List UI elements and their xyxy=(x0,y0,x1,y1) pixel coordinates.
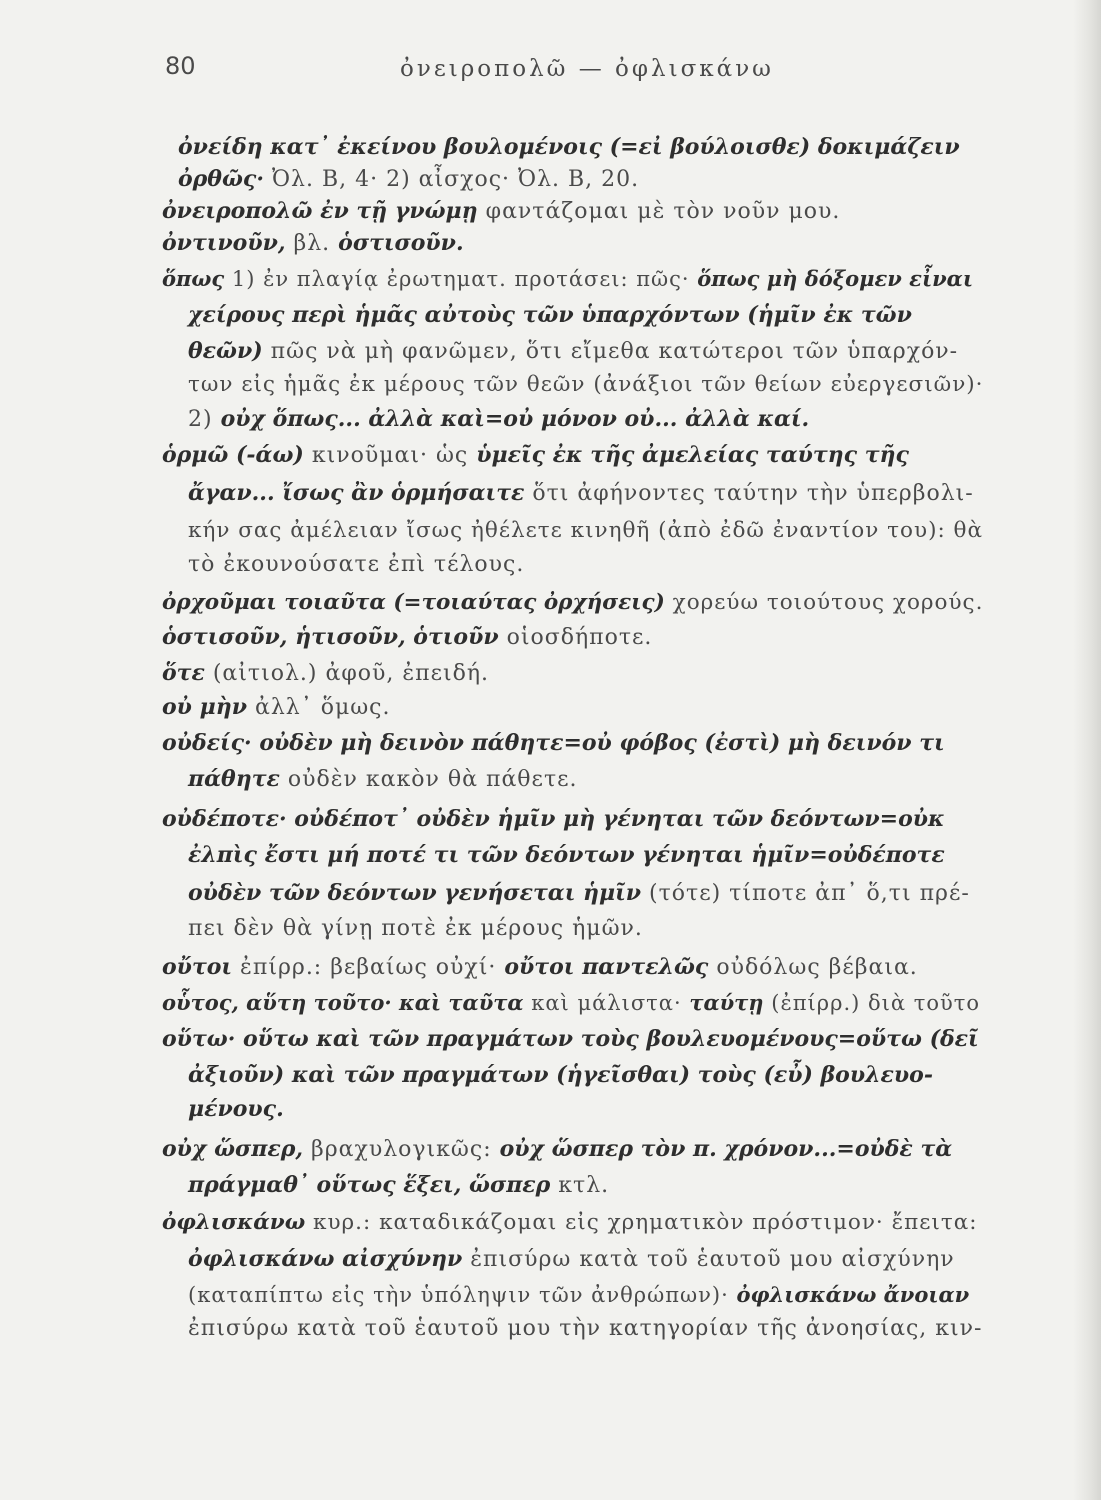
text-line xyxy=(162,988,980,1018)
line-segment: τὸ ἐκουνούσατε ἐπὶ τέλους. xyxy=(188,552,525,577)
line-segment: ὅτι ἀφήνοντες ταύτην τὴν ὑπερβολι- xyxy=(524,481,974,506)
text-line xyxy=(188,1280,969,1310)
text-line xyxy=(162,692,391,723)
line-segment: (ἐπίρρ.) διὰ τοῦτο xyxy=(763,991,981,1015)
line-segment: ὀντινοῦν, xyxy=(162,230,286,256)
line-segment: οἱοσδήποτε. xyxy=(498,625,653,650)
line-segment: κυρ.: καταδικάζομαι εἰς χρηματικὸν πρόστιμον· ἔπειτα: xyxy=(305,1210,978,1235)
text-line xyxy=(162,1208,978,1238)
text-line xyxy=(188,1060,933,1090)
text-line xyxy=(162,228,464,259)
line-segment: φαντάζομαι μὲ τὸν νοῦν μου. xyxy=(477,199,841,224)
line-segment: οὗτος, αὕτη τοῦτο· καὶ ταῦτα xyxy=(162,990,524,1015)
line-segment: πει δὲν θὰ γίνῃ ποτὲ ἐκ μέρους ἡμῶν. xyxy=(188,916,643,941)
line-segment: ἐλπὶς ἔστι μή ποτέ τι τῶν δεόντων γένηται ἡμῖν=οὐδέποτε xyxy=(188,842,945,868)
line-segment: πράγμαθ᾽ οὕτως ἕξει, ὥσπερ xyxy=(188,1172,551,1198)
line-segment: θεῶν) xyxy=(188,338,263,364)
page-number: 80 xyxy=(165,52,196,80)
text-line xyxy=(188,550,524,580)
text-line xyxy=(188,1314,982,1344)
line-segment: ὑμεῖς ἐκ τῆς ἀμελείας ταύτης τῆς xyxy=(476,442,909,468)
line-segment: ἐπίρρ.: βεβαίως οὐχί· xyxy=(232,955,505,980)
text-line xyxy=(188,336,958,367)
line-segment: ἐπισύρω κατὰ τοῦ ἑαυτοῦ μου αἰσχύνην xyxy=(462,1247,955,1272)
line-segment: οὐδέποτε· οὐδέποτ᾽ οὐδὲν ἡμῖν μὴ γένηται τῶν δεόντων=οὐκ xyxy=(162,806,945,832)
line-segment: ἐπισύρω κατὰ τοῦ ἑαυτοῦ μου τὴν κατηγορίαν τῆς ἀνοησίας, κιν- xyxy=(188,1316,983,1341)
line-segment: (αἰτιολ.) ἀφοῦ, ἐπειδή. xyxy=(204,661,490,686)
line-segment: ὅπως μὴ δόξομεν εἶναι xyxy=(697,266,973,291)
line-segment: οὔτοι παντελῶς xyxy=(504,954,709,980)
line-segment: οὐχ ὅπως... ἀλλὰ καὶ=οὐ μόνον οὐ... ἀλλὰ καί. xyxy=(220,406,810,432)
line-segment: ὀνείδη κατ᾽ ἐκείνου βουλομένοις (=εἰ βούλοισθε) δοκιμάζειν xyxy=(178,134,960,160)
running-head: ὀνειροπολῶ — ὀφλισκάνω xyxy=(400,56,774,82)
line-segment: (καταπίπτω εἰς τὴν ὑπόληψιν τῶν ἀνθρώπων)· xyxy=(188,1283,737,1307)
line-segment: οὐχ ὥσπερ τὸν π. χρόνον...=οὐδὲ τὰ xyxy=(499,1136,953,1162)
text-line xyxy=(188,840,945,870)
line-segment: ἀξιοῦν) καὶ τῶν πραγμάτων (ἡγεῖσθαι) τοὺς (εὖ) βουλευο- xyxy=(188,1062,933,1088)
text-line xyxy=(188,914,643,944)
text-line xyxy=(188,878,970,909)
text-line xyxy=(162,1134,952,1165)
line-segment: καὶ μάλιστα· xyxy=(523,991,690,1015)
line-segment: ὅπως xyxy=(162,266,225,291)
line-segment: ὅτε xyxy=(162,660,205,686)
line-segment: κτλ. xyxy=(550,1173,610,1198)
text-line xyxy=(188,478,974,509)
text-line xyxy=(188,1094,284,1124)
line-segment: οὐχ ὥσπερ, xyxy=(162,1136,304,1162)
text-line xyxy=(162,196,840,227)
line-segment: ἄγαν... ἴσως ἂν ὁρμήσαιτε xyxy=(188,480,525,506)
line-segment: ὁστισοῦν. xyxy=(338,230,464,256)
line-segment: ὀνειροπολῶ ἐν τῇ γνώμῃ xyxy=(162,198,478,224)
line-segment: ὀφλισκάνω xyxy=(162,1210,306,1235)
line-segment: ὁστισοῦν, ἡτισοῦν, ὁτιοῦν xyxy=(162,624,499,650)
text-line xyxy=(162,1024,979,1054)
line-segment: ἀλλ᾽ ὅμως. xyxy=(246,695,391,720)
line-segment: βλ. xyxy=(285,231,339,256)
line-segment: ὀρχοῦμαι τοιαῦτα (=τοιαύτας ὀρχήσεις) xyxy=(162,590,665,615)
line-segment: κινοῦμαι· ὡς xyxy=(303,443,477,468)
line-segment: οὐ μὴν xyxy=(162,694,247,720)
line-segment: 1) ἐν πλαγίᾳ ἐρωτηματ. προτάσει: πῶς· xyxy=(224,267,698,291)
text-line xyxy=(162,588,983,618)
line-segment: κήν σας ἀμέλειαν ἴσως ἠθέλετε κινηθῆ (ἀπὸ ἐδῶ ἐναντίον του): θὰ xyxy=(188,518,983,543)
line-segment: οὐδὲν τῶν δεόντων γενήσεται ἡμῖν xyxy=(188,880,642,906)
line-segment: πῶς νὰ μὴ φανῶμεν, ὅτι εἴμεθα κατώτεροι τῶν ὑπαρχόν- xyxy=(262,339,959,364)
text-line xyxy=(162,264,973,294)
line-segment: οὐδὲν κακὸν θὰ πάθετε. xyxy=(279,767,578,792)
text-line xyxy=(162,804,945,834)
line-segment: ὁρμῶ (-άω) xyxy=(162,442,304,468)
text-line xyxy=(178,164,639,195)
text-line xyxy=(162,622,652,653)
line-segment: οὐδείς· οὐδὲν μὴ δεινὸν πάθητε=οὐ φόβος (ἐστὶ) μὴ δεινόν τι xyxy=(162,730,945,756)
text-line xyxy=(162,658,489,689)
text-line xyxy=(162,440,909,471)
text-line xyxy=(188,300,912,330)
line-segment: οὐδόλως βέβαια. xyxy=(708,955,918,980)
line-segment: οὔτοι xyxy=(162,954,233,980)
line-segment: μένους. xyxy=(188,1096,284,1122)
text-line xyxy=(188,370,983,400)
text-line xyxy=(178,132,960,162)
line-segment: ταύτῃ xyxy=(689,990,764,1015)
text-line xyxy=(162,728,945,758)
line-segment: ὀφλισκάνω αἰσχύνην xyxy=(188,1246,463,1272)
text-line xyxy=(188,516,983,546)
text-line xyxy=(188,1244,955,1275)
line-segment: χείρους περὶ ἡμᾶς αὐτοὺς τῶν ὑπαρχόντων (ἡμῖν ἐκ τῶν xyxy=(188,302,912,328)
line-segment: οὕτω· οὕτω καὶ τῶν πραγμάτων τοὺς βουλευομένους=οὕτω (δεῖ xyxy=(162,1026,979,1052)
text-line xyxy=(162,952,918,983)
line-segment: ὀρθῶς· xyxy=(178,166,264,192)
text-line xyxy=(188,404,809,435)
line-segment: βραχυλογικῶς: xyxy=(303,1137,500,1162)
line-segment: Ὀλ. Β, 4· 2) αἶσχος· Ὀλ. Β, 20. xyxy=(263,167,640,192)
line-segment: χορεύω τοιούτους χορούς. xyxy=(664,590,984,615)
line-segment: (τότε) τίποτε ἀπ᾽ ὅ,τι πρέ- xyxy=(641,881,970,906)
line-segment: πάθητε xyxy=(188,766,280,792)
line-segment: των εἰς ἡμᾶς ἐκ μέρους τῶν θεῶν (ἀνάξιοι τῶν θείων εὐεργεσιῶν)· xyxy=(188,372,984,397)
text-line xyxy=(188,1170,609,1201)
line-segment: ὀφλισκάνω ἄνοιαν xyxy=(736,1282,970,1307)
line-segment: 2) xyxy=(188,407,221,432)
text-line xyxy=(188,764,578,795)
